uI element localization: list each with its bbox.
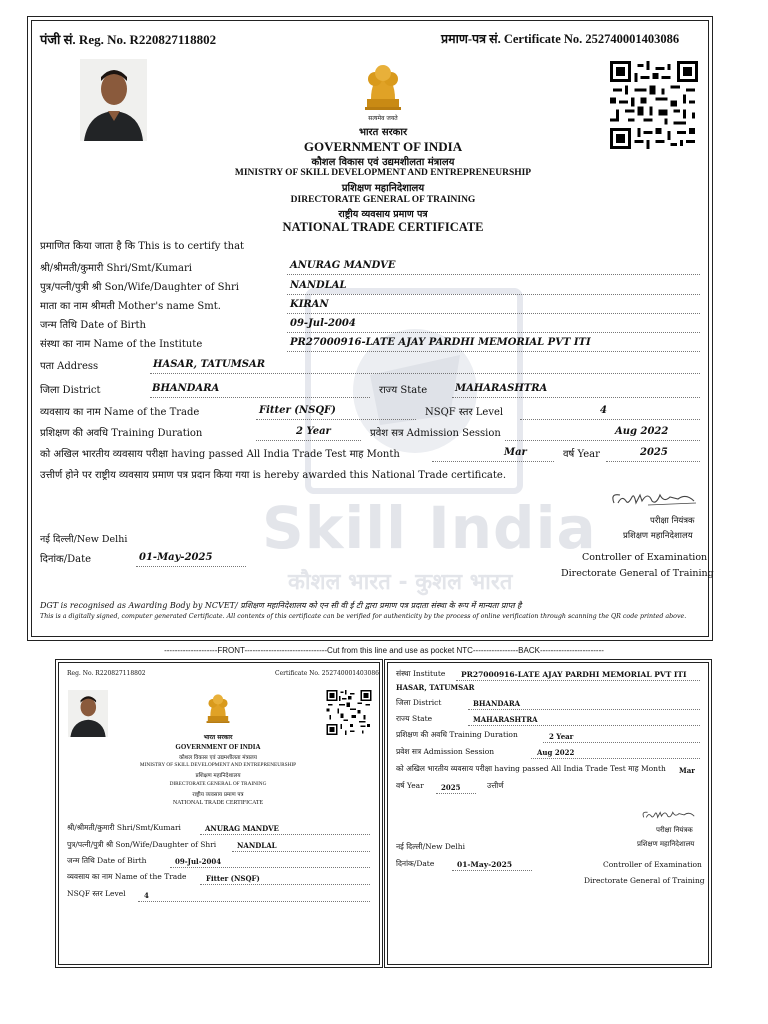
dob-label: जन्म तिथि Date of Birth [40,320,146,331]
pocket-gov-india: GOVERNMENT OF INDIA [175,743,261,751]
signatory-hindi: परीक्षा नियंत्रक [650,516,695,526]
pocket-qr-code [326,690,372,735]
pocket-state-label: राज्य State [396,714,433,723]
pocket-place: नई दिल्ली/New Delhi [396,842,465,851]
dgt-signature-hindi: प्रशिक्षण महानिदेशालय [623,531,693,541]
pocket-controller-signature-icon [640,808,698,823]
awarded-statement: उत्तीर्ण होने पर राष्ट्रीय व्यवसाय प्रमाण पत्र प्रदान किया गया is hereby awarded this National Trade certificate. [40,470,506,481]
place: नई दिल्ली/New Delhi [40,534,128,545]
pocket-date-dotted-line [452,870,532,871]
pocket-district-label: जिला District [396,698,442,707]
date-label: दिनांक/Date [40,554,92,565]
digital-signature-note: This is a digitally signed, computer generated Certificate. All contents of this certificate can be verified for authenticity by the process of online verification through scanning the QR code printed above. [40,613,687,620]
state-value: MAHARASHTRA [455,383,548,394]
pocket-duration-dotted-line [543,742,700,743]
ntc-hindi: राष्ट्रीय व्यवसाय प्रमाण पत्र [338,209,428,220]
pocket-dgt-english: DIRECTORATE GENERAL OF TRAINING [169,781,267,787]
controller-signature-icon [608,489,700,511]
pocket-exam-month: Mar [679,766,695,775]
pocket-nsqf-value: 4 [144,891,149,900]
duration-dotted-line [256,440,361,441]
pocket-passed-word: उत्तीर्ण [487,781,504,790]
father-dotted-line [287,294,700,295]
pocket-year-label: वर्ष Year [396,781,424,790]
main-qr-code [609,61,699,149]
pocket-nsqf-label: NSQF स्तर Level [67,889,126,898]
exam-year: 2025 [640,447,668,458]
year-label: वर्ष Year [563,449,600,460]
session-value: Aug 2022 [615,426,669,437]
pocket-ntc-hindi: राष्ट्रीय व्यवसाय प्रमाण पत्र [192,792,244,798]
pocket-institute-dotted-line [456,680,700,681]
controller-of-examination: Controller of Examination [582,552,708,563]
pocket-candidate-name: ANURAG MANDVE [205,824,279,833]
pocket-controller: Controller of Examination [603,860,702,869]
pocket-state-dotted-line [468,725,700,726]
pocket-dob-dotted-line [170,867,370,868]
pocket-cert-no: Certificate No. 252740001403086 [275,670,379,677]
candidate-photo [80,59,147,141]
duration-value: 2 Year [296,426,331,437]
cut-line: --------------------FRONT-------------------------------Cut from this line and use as pocket NTC-----------------BACK------------------------ [164,646,604,655]
trade-label: व्यवसाय का नाम Name of the Trade [40,407,200,418]
registration-number: पंजी सं. Reg. No. R220827118802 [40,32,217,47]
pocket-date-label: दिनांक/Date [396,859,435,868]
pocket-ntc-english: NATIONAL TRADE CERTIFICATE [172,800,264,806]
certify-statement: प्रमाणित किया जाता है कि This is to certify that [40,241,245,252]
name-label: श्री/श्रीमती/कुमारी Shri/Smt/Kumari [40,263,192,274]
dgt-hindi: प्रशिक्षण महानिदेशालय [341,183,425,194]
pocket-ministry-hindi: कौशल विकास एवं उद्यमशीलता मंत्रालय [179,755,257,761]
pocket-trade-label: व्यवसाय का नाम Name of the Trade [67,872,187,881]
pocket-address: HASAR, TATUMSAR [396,683,475,692]
institute-dotted-line [287,351,700,352]
address-label: पता Address [40,361,99,372]
session-label: प्रवेश सत्र Admission Session [370,428,501,439]
pocket-name-label: श्री/श्रीमती/कुमारी Shri/Smt/Kumari [67,823,181,832]
pocket-year-dotted-line [436,793,476,794]
pocket-duration-label: प्रशिक्षण की अवधि Training Duration [396,730,518,739]
passed-test-label: को अखिल भारतीय व्यवसाय परीक्षा having passed All India Trade Test माह Month [40,449,400,460]
pocket-issue-date: 01-May-2025 [457,860,513,869]
government-of-india-title: GOVERNMENT OF INDIA [303,139,463,154]
duration-label: प्रशिक्षण की अवधि Training Duration [40,428,203,439]
pocket-bharat-sarkar: भारत सरकार [203,734,233,741]
mother-label: माता का नाम श्रीमती Mother's name Smt. [40,301,221,312]
ministry-hindi: कौशल विकास एवं उद्यमशीलता मंत्रालय [311,157,455,168]
pocket-father-name: NANDLAL [237,841,277,850]
pocket-emblem-icon [204,690,232,728]
pocket-institute-label: संस्था Institute [396,669,446,678]
pocket-session-label: प्रवेश सत्र Admission Session [396,747,495,756]
national-emblem-icon [361,59,405,117]
date-of-birth: 09-Jul-2004 [290,318,356,329]
trade-dotted-line [256,419,416,420]
candidate-name: ANURAG MANDVE [290,260,396,271]
institute-label: संस्था का नाम Name of the Institute [40,339,203,350]
certificate-number: प्रमाण-पत्र सं. Certificate No. 252740001403086 [441,32,680,46]
pocket-session-value: Aug 2022 [537,748,575,757]
pocket-father-label: पुत्र/पत्नी/पुत्री श्री Son/Wife/Daughter of Shri [67,840,217,849]
dob-dotted-line [287,332,700,333]
watermark-skill-india: Skill India [262,494,597,562]
dgt-footer: Directorate General of Training [561,568,714,579]
institute-name: PR27000916-LATE AJAY PARDHI MEMORIAL PVT ITI [290,337,591,348]
district-dotted-line [150,397,370,398]
state-dotted-line [452,397,700,398]
nsqf-dotted-line [520,419,700,420]
month-dotted-line [432,461,554,462]
pocket-reg-no: Reg. No. R220827118802 [67,670,146,677]
ncvet-note: DGT is recognised as Awarding Body by NCVET/ प्रशिक्षण महानिदेशालय को एन सी वी ई टी द्वारा प्रमाण पत्र प्रदाता संस्था के रूप में मान्यता प्राप्त है [40,601,522,610]
watermark-hindi-tagline: कौशल भारत - कुशल भारत [288,570,513,595]
bharat-sarkar: भारत सरकार [358,127,408,138]
pocket-dgt-footer: Directorate General of Training [584,876,705,885]
pocket-passed-label: को अखिल भारतीय व्यवसाय परीक्षा having passed All India Trade Test माह Month [396,764,666,773]
pocket-session-dotted-line [531,758,700,759]
pocket-signatory-hindi: परीक्षा नियंत्रक [656,826,693,834]
pocket-father-dotted-line [232,851,370,852]
pocket-date-of-birth: 09-Jul-2004 [175,857,222,866]
pocket-candidate-photo [68,690,108,737]
exam-month: Mar [504,447,527,458]
nsqf-label: NSQF स्तर Level [425,407,504,418]
pocket-exam-year: 2025 [441,783,461,792]
district-label: जिला District [40,385,101,396]
father-label: पुत्र/पत्नी/पुत्री श्री Son/Wife/Daughter of Shri [40,282,239,293]
dgt-english: DIRECTORATE GENERAL OF TRAINING [290,195,476,205]
ministry-english: MINISTRY OF SKILL DEVELOPMENT AND ENTREPRENEURSHIP [234,168,532,178]
mother-dotted-line [287,313,700,314]
district-value: BHANDARA [152,383,220,394]
nsqf-value: 4 [600,405,607,416]
session-dotted-line [505,440,700,441]
father-name: NANDLAL [290,280,347,291]
trade-value: Fitter (NSQF) [259,405,336,416]
pocket-duration-value: 2 Year [549,732,574,741]
address-dotted-line [150,373,700,374]
pocket-name-dotted-line [200,834,370,835]
state-label: राज्य State [379,385,428,396]
pocket-nsqf-dotted-line [138,901,370,902]
pocket-dgt-hindi: प्रशिक्षण महानिदेशालय [195,773,241,779]
address-value: HASAR, TATUMSAR [153,359,266,370]
ntc-english: NATIONAL TRADE CERTIFICATE [282,220,484,234]
pocket-dob-label: जन्म तिथि Date of Birth [67,856,147,865]
mother-name: KIRAN [290,299,329,310]
emblem-caption: सत्यमेव जयते [368,115,398,122]
issue-date: 01-May-2025 [139,552,213,563]
pocket-district-value: BHANDARA [473,699,521,708]
pocket-district-dotted-line [468,709,700,710]
date-dotted-line [136,566,246,567]
pocket-trade-dotted-line [200,884,370,885]
pocket-institute-name: PR27000916-LATE AJAY PARDHI MEMORIAL PVT ITI [461,670,687,679]
pocket-dgt-signature-hindi: प्रशिक्षण महानिदेशालय [637,840,695,848]
pocket-ministry-english: MINISTRY OF SKILL DEVELOPMENT AND ENTREPRENEURSHIP [139,762,297,768]
year-dotted-line [606,461,700,462]
pocket-state-value: MAHARASHTRA [473,715,538,724]
name-dotted-line [287,274,700,275]
pocket-trade-value: Fitter (NSQF) [206,874,260,883]
